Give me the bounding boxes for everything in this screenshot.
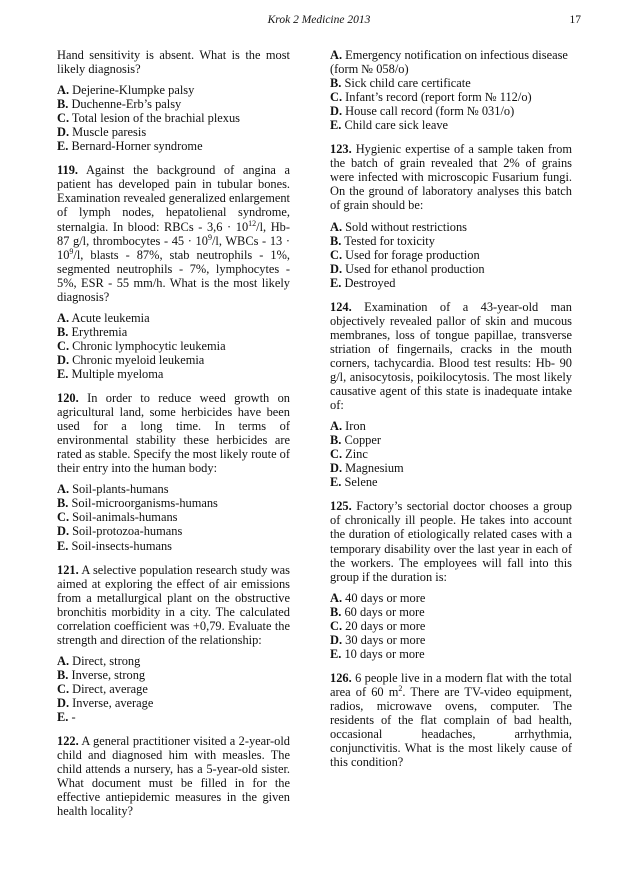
answer-option: C. Direct, average — [57, 681, 148, 696]
question-122-options — [330, 48, 572, 132]
answer-option: A. Sold without restrictions — [330, 219, 467, 234]
answer-option: A. Acute leukemia — [57, 310, 150, 325]
answer-option: D. 30 days or more — [330, 632, 426, 647]
question-number: 124. — [330, 299, 352, 314]
answer-option: D. Inverse, average — [57, 695, 154, 710]
question-125-options — [330, 591, 572, 661]
answer-option: C. Used for forage production — [330, 247, 480, 262]
answer-option: A. 40 days or more — [330, 590, 426, 605]
right-column — [330, 48, 572, 769]
answer-option: D. Used for ethanol production — [330, 261, 485, 276]
question-123-text: 123. Hygienic expertise of a sample taken from the batch of grain revealed that 2% of grains were infected with microscopic Fusarium fungi. On the ground of laboratory analyses this batch of grain should be: — [330, 142, 572, 213]
question-121-text: 121. A selective population research study was aimed at exploring the effect of air emissions from a metallurgical plant on the obstructive bronchitis morbidity in a city. The calculated correlation coefficient was +0,79. Evaluate the strength and direction of the relationship: — [57, 562, 290, 647]
answer-option: B. Copper — [330, 433, 381, 448]
page-number: 17 — [569, 14, 581, 26]
answer-option: B. Erythremia — [57, 324, 128, 339]
answer-option: D. Muscle paresis — [57, 125, 147, 140]
document-title: Krok 2 Medicine 2013 — [267, 14, 371, 26]
question-118-options — [57, 83, 290, 153]
answer-option: A. Soil-plants-humans — [57, 482, 169, 497]
left-column — [57, 48, 290, 818]
answer-option: A. Emergency notification on infectious disease (form № 058/o) — [330, 48, 568, 77]
answer-option: E. Bernard-Horner syndrome — [57, 139, 203, 154]
answer-option: E. Destroyed — [330, 275, 396, 290]
answer-option: D. Soil-protozoa-humans — [57, 524, 183, 539]
question-124-options — [330, 419, 572, 489]
answer-option: B. 60 days or more — [330, 604, 425, 619]
question-number: 125. — [330, 499, 352, 514]
answer-option: C. 20 days or more — [330, 618, 426, 633]
answer-option: E. Selene — [330, 475, 378, 490]
answer-option: C. Zinc — [330, 447, 368, 462]
question-121-options — [57, 654, 290, 724]
question-number: 121. — [57, 562, 79, 577]
answer-option: D. House call record (form № 031/o) — [330, 104, 515, 119]
answer-option: C. Soil-animals-humans — [57, 510, 178, 525]
question-123-options — [330, 220, 572, 290]
question-number: 122. — [57, 734, 79, 749]
question-125-text: 125. Factory’s sectorial doctor chooses a group of chronically ill people. He takes into account the duration of etiologically related cases with a temporary disability over the last year in each of the workers. The employees will fall into this group if the duration is: — [330, 499, 572, 584]
question-118-text: Hand sensitivity is absent. What is the most likely diagnosis? — [57, 48, 290, 77]
answer-option: E. 10 days or more — [330, 646, 425, 661]
answer-option: D. Chronic myeloid leukemia — [57, 352, 205, 367]
question-120-text: 120. In order to reduce weed growth on agricultural land, some herbicides have been used for a long time. In terms of environmental stability these herbicides are rated as stable. Specify the most likely route of their entry into the human body: — [57, 391, 290, 476]
answer-option: C. Infant’s record (report form № 112/o) — [330, 90, 532, 105]
question-number: 119. — [57, 163, 78, 178]
question-number: 123. — [330, 142, 352, 157]
answer-option: A. Iron — [330, 419, 366, 434]
answer-option: B. Soil-microorganisms-humans — [57, 496, 218, 511]
page-header — [57, 14, 581, 30]
answer-option: C. Total lesion of the brachial plexus — [57, 111, 240, 126]
answer-option: D. Magnesium — [330, 461, 404, 476]
question-120-options — [57, 482, 290, 552]
answer-option: E. Multiple myeloma — [57, 366, 164, 381]
question-119-text: 119. Against the background of angina a patient has developed pain in tubular bones. Examination revealed generalized enlargement of lymph nodes, hepatolienal syndrome, sternalgia. In blood: RBCs - $3,6 \cdot 10^{12}/l$, Hb- 87 g/l, thrombocytes - $45 \cdot 10^9/l$, WBCs - $13 \cdot 10^9/l$, blasts - 87%, stab neutrophils - 1%, segmented neutrophils - 7%, lymphocytes - 5%, ESR - 55 mm/h. What is the most likely diagnosis? — [57, 163, 291, 304]
answer-option: E. - — [57, 710, 76, 725]
answer-option: C. Chronic lymphocytic leukemia — [57, 338, 226, 353]
answer-option: E. Soil-insects-humans — [57, 538, 172, 553]
answer-option: B. Sick child care certificate — [330, 76, 471, 91]
answer-option: A. Direct, strong — [57, 653, 141, 668]
question-119-options — [57, 311, 290, 381]
question-124-text: 124. Examination of a 43-year-old man objectively revealed pallor of skin and mucous membranes, loss of tongue papillae, transverse striation of fingernails, cracks in the mouth corners, tachycardia. Blood test results: Hb- 90 g/l, anisocytosis, poikilocytosis. The most likely causative agent of this state is inadequate intake of: — [330, 299, 572, 413]
question-122-text: 122. A general practitioner visited a 2-year-old child and diagnosed him with measles. The child attends a nursery, has a 5-year-old sister. What document must be filled in for the effective antiepidemic measures in the given health locality? — [57, 734, 290, 819]
answer-option: B. Inverse, strong — [57, 667, 146, 682]
question-number: 126. — [330, 670, 352, 685]
question-number: 120. — [57, 391, 79, 406]
answer-option: B. Duchenne-Erb’s palsy — [57, 97, 182, 112]
answer-option: E. Child care sick leave — [330, 118, 449, 133]
question-126-text: 126. 6 people live in a modern flat with the total area of 60 $m^2$. There are TV-video equipment, radios, microwave ovens, computer. The residents of the flat complain of bad health, occasional headaches, arrhythmia, conjunctivitis. What is the most likely cause of this condition? — [330, 670, 572, 770]
answer-option: B. Tested for toxicity — [330, 233, 435, 248]
answer-option: A. Dejerine-Klumpke palsy — [57, 83, 195, 98]
